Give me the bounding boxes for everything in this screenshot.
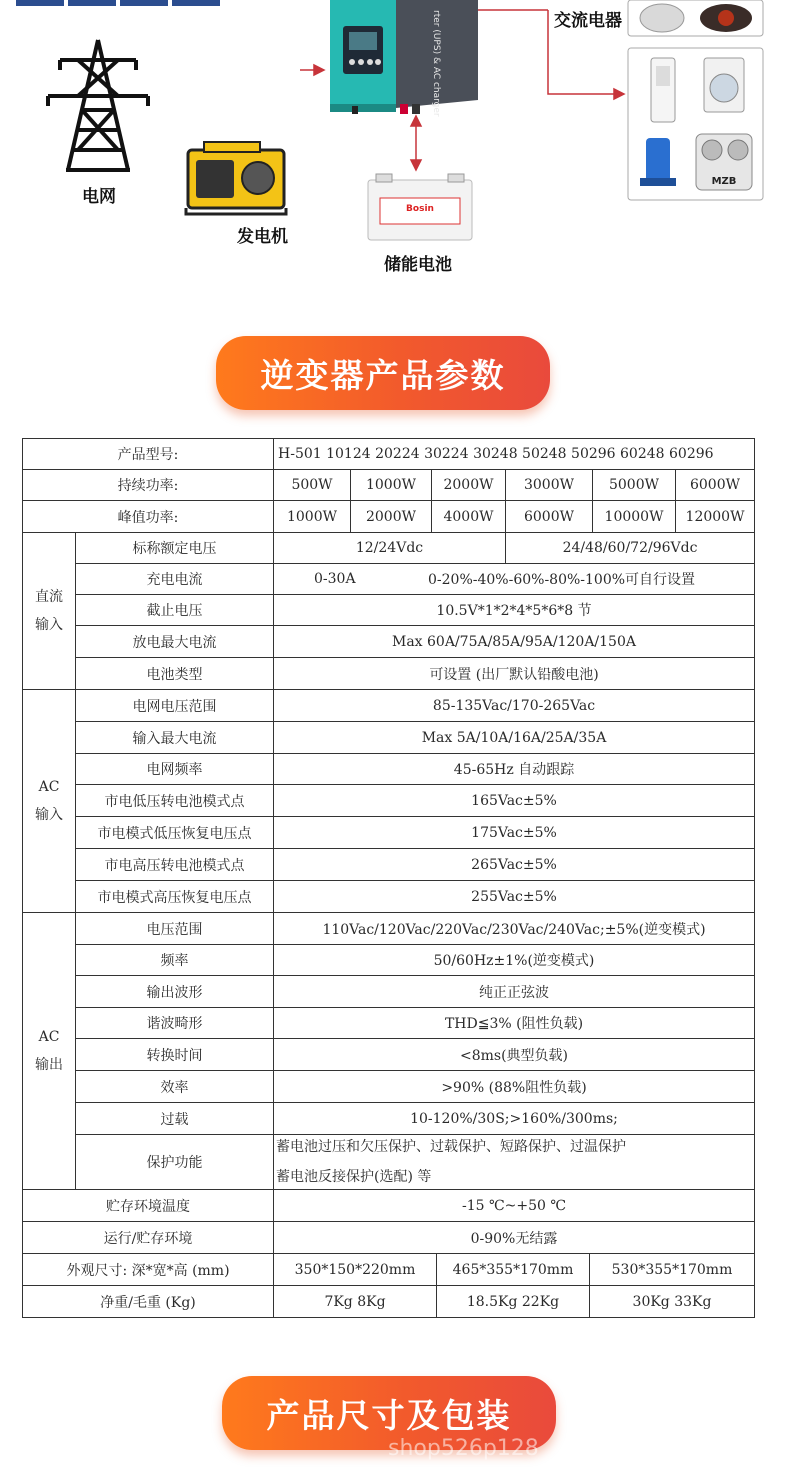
- ac-input-row-value: 85-135Vac/170-265Vac: [273, 689, 755, 722]
- weight-cell: 18.5Kg 22Kg: [436, 1285, 590, 1318]
- system-diagram: [0, 0, 790, 300]
- max-discharge-label: 放电最大电流: [75, 625, 274, 658]
- rated-voltage-high: 24/48/60/72/96Vdc: [505, 532, 755, 564]
- continuous-power-cell: 5000W: [592, 469, 676, 501]
- environment-label: 运行/贮存环境: [22, 1221, 274, 1254]
- ac-input-row-label: 电网频率: [75, 753, 274, 785]
- watermark: shop526p128: [388, 1436, 539, 1461]
- power-tower-icon: [48, 40, 148, 170]
- weight-cell: 7Kg 8Kg: [273, 1285, 437, 1318]
- protection-line: 蓄电池过压和欠压保护、过载保护、短路保护、过温保护: [276, 1139, 626, 1155]
- peak-power-cell: 10000W: [592, 500, 676, 533]
- peak-power-cell: 1000W: [273, 500, 351, 533]
- max-discharge-value: Max 60A/75A/85A/95A/120A/150A: [273, 625, 755, 658]
- params-title: 逆变器产品参数: [260, 355, 506, 395]
- ac-output-group: [22, 912, 76, 1190]
- dc-input-group: [22, 532, 76, 690]
- ac-output-row-value: 10-120%/30S;>160%/300ms;: [273, 1102, 755, 1135]
- appliance-box-top: [628, 0, 763, 36]
- ac-input-row-label: 市电模式低压恢复电压点: [75, 816, 274, 849]
- ac-output-row-value: <8ms(典型负载): [273, 1038, 755, 1071]
- cutoff-voltage-label: 截止电压: [75, 594, 274, 626]
- rated-voltage-low: 12/24Vdc: [273, 532, 506, 564]
- continuous-power-cell: 6000W: [675, 469, 755, 501]
- ac-output-row-label: 效率: [75, 1070, 274, 1103]
- cutoff-voltage-value: 10.5V*1*2*4*5*6*8 节: [273, 594, 755, 626]
- ac-output-row-value: >90% (88%阻性负载): [273, 1070, 755, 1103]
- protection-label: 保护功能: [75, 1134, 274, 1190]
- weight-cell: 30Kg 33Kg: [589, 1285, 755, 1318]
- size-title: 产品尺寸及包装: [266, 1395, 512, 1435]
- peak-power-cell: 2000W: [350, 500, 432, 533]
- model-value: H-501 10124 20224 30224 30248 50248 50296 60248 60296: [273, 438, 755, 470]
- charge-current-setting: 0-20%-40%-60%-80%-100%可自行设置: [428, 572, 696, 588]
- battery-brand: Bosin: [406, 204, 434, 214]
- generator-icon: [186, 142, 286, 214]
- dimensions-cell: 465*355*170mm: [436, 1253, 590, 1286]
- peak-power-cell: 6000W: [505, 500, 593, 533]
- ac-input-group: [22, 689, 76, 913]
- ac-output-row-value: 50/60Hz±1%(逆变模式): [273, 944, 755, 976]
- ac-input-row-label: 输入最大电流: [75, 721, 274, 754]
- battery-type-label: 电池类型: [75, 657, 274, 690]
- label-battery: 储能电池: [384, 255, 452, 275]
- ac-input-row-label: 电网电压范围: [75, 689, 274, 722]
- charge-current-value: [273, 563, 755, 595]
- environment-value: 0-90%无结露: [273, 1221, 755, 1254]
- ac-input-row-value: 255Vac±5%: [273, 880, 755, 913]
- continuous-power-cell: 1000W: [350, 469, 432, 501]
- peak-power-label: 峰值功率:: [22, 500, 274, 533]
- ac-output-row-label: 频率: [75, 944, 274, 976]
- weight-label: 净重/毛重 (Kg): [22, 1285, 274, 1318]
- ac-output-row-value: 纯正正弦波: [273, 975, 755, 1008]
- ac-output-row-value: 110Vac/120Vac/220Vac/230Vac/240Vac;±5%(逆变模式): [273, 912, 755, 945]
- appliance-brand: MZB: [711, 176, 737, 187]
- ac-input-row-label: 市电高压转电池模式点: [75, 848, 274, 881]
- group-label-line: 输出: [35, 1057, 63, 1073]
- battery-icon: [368, 174, 472, 240]
- dimensions-label: 外观尺寸: 深*宽*高 (mm): [22, 1253, 274, 1286]
- group-label-line: AC: [38, 1029, 60, 1045]
- storage-temp-value: -15 ℃~+50 ℃: [273, 1189, 755, 1222]
- continuous-power-cell: 500W: [273, 469, 351, 501]
- storage-temp-label: 贮存环境温度: [22, 1189, 274, 1222]
- appliance-box-bottom: [628, 48, 763, 200]
- group-label-line: AC: [38, 779, 60, 795]
- continuous-power-label: 持续功率:: [22, 469, 274, 501]
- solar-panel-icon: [16, 0, 220, 6]
- dimensions-cell: 350*150*220mm: [273, 1253, 437, 1286]
- dimensions-cell: 530*355*170mm: [589, 1253, 755, 1286]
- label-ac-appliances: 交流电器: [554, 11, 622, 31]
- group-label-line: 输入: [35, 807, 63, 823]
- model-label: 产品型号:: [22, 438, 274, 470]
- inverter-side-text: rter (UPS) & AC charger: [431, 10, 441, 117]
- group-label-line: 输入: [35, 617, 63, 633]
- ac-input-row-value: 175Vac±5%: [273, 816, 755, 849]
- ac-output-row-value: THD≦3% (阻性负载): [273, 1007, 755, 1039]
- charge-current-range: 0-30A: [314, 571, 356, 587]
- ac-output-row-label: 过载: [75, 1102, 274, 1135]
- ac-output-row-label: 谐波畸形: [75, 1007, 274, 1039]
- ac-input-row-value: Max 5A/10A/16A/25A/35A: [273, 721, 755, 754]
- rated-voltage-label: 标称额定电压: [75, 532, 274, 564]
- battery-type-value: 可设置 (出厂默认铅酸电池): [273, 657, 755, 690]
- protection-line: 蓄电池反接保护(选配) 等: [276, 1169, 432, 1185]
- peak-power-cell: 12000W: [675, 500, 755, 533]
- ac-output-row-label: 电压范围: [75, 912, 274, 945]
- charge-current-label: 充电电流: [75, 563, 274, 595]
- ac-input-row-value: 265Vac±5%: [273, 848, 755, 881]
- ac-input-row-value: 45-65Hz 自动跟踪: [273, 753, 755, 785]
- peak-power-cell: 4000W: [431, 500, 506, 533]
- ac-input-row-label: 市电模式高压恢复电压点: [75, 880, 274, 913]
- group-label-line: 直流: [35, 589, 63, 605]
- ac-input-row-value: 165Vac±5%: [273, 784, 755, 817]
- ac-output-row-label: 输出波形: [75, 975, 274, 1008]
- ac-output-row-label: 转换时间: [75, 1038, 274, 1071]
- spec-table: [22, 438, 755, 1318]
- label-grid: 电网: [82, 187, 116, 207]
- ac-input-row-label: 市电低压转电池模式点: [75, 784, 274, 817]
- params-title-banner: [216, 336, 550, 410]
- inverter-icon: [330, 0, 478, 117]
- continuous-power-cell: 2000W: [431, 469, 506, 501]
- protection-value: [273, 1134, 755, 1190]
- label-generator: 发电机: [237, 227, 288, 247]
- continuous-power-cell: 3000W: [505, 469, 593, 501]
